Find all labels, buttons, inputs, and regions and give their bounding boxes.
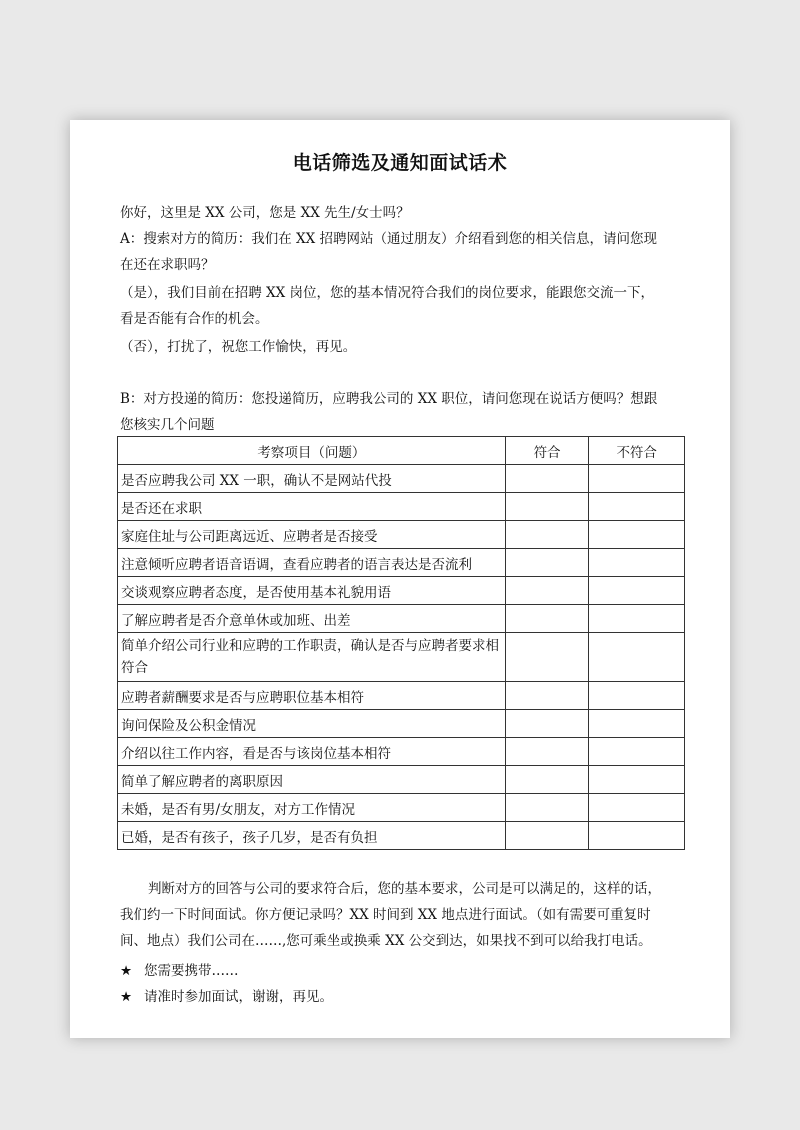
no-paragraph	[120, 334, 690, 360]
bullet-text: 您需要携带……	[144, 963, 239, 979]
option-b-line: 您核实几个问题	[120, 417, 215, 433]
yes-paragraph	[120, 280, 690, 332]
no-match-cell	[589, 521, 685, 549]
no-match-cell	[589, 766, 685, 794]
no-match-cell	[589, 710, 685, 738]
bullet-item	[120, 984, 690, 1010]
row-item: 已婚，是否有孩子，孩子几岁，是否有负担	[118, 822, 506, 850]
star-icon: ★	[120, 963, 133, 979]
table-row	[118, 577, 685, 605]
no-line: （否），打扰了，祝您工作愉快，再见。	[120, 339, 357, 355]
row-item: 家庭住址与公司距离远近、应聘者是否接受	[118, 521, 506, 549]
table-row	[118, 794, 685, 822]
no-match-cell	[589, 738, 685, 766]
option-a-line: A：搜索对方的简历：我们在 XX 招聘网站（通过朋友）介绍看到您的相关信息，请问您现	[120, 231, 658, 247]
option-a-line: 在还在求职吗？	[120, 257, 215, 273]
table-row	[118, 549, 685, 577]
option-b-line: B：对方投递的简历：您投递简历，应聘我公司的 XX 职位，请问您现在说话方便吗？想跟	[120, 391, 658, 407]
match-cell	[505, 710, 589, 738]
no-match-cell	[589, 682, 685, 710]
match-cell	[505, 738, 589, 766]
bullet-text: 请准时参加面试，谢谢，再见。	[144, 989, 333, 1005]
match-cell	[505, 521, 589, 549]
option-b-paragraph	[120, 386, 690, 438]
table-header-row	[118, 437, 685, 465]
no-match-cell	[589, 822, 685, 850]
no-match-cell	[589, 794, 685, 822]
match-cell	[505, 605, 589, 633]
no-match-cell	[589, 577, 685, 605]
row-item: 简单介绍公司行业和应聘的工作职责，确认是否与应聘者要求相符合	[118, 633, 506, 682]
closing-paragraph	[120, 876, 690, 954]
no-match-cell	[589, 605, 685, 633]
yes-line: （是），我们目前在招聘 XX 岗位，您的基本情况符合我们的岗位要求，能跟您交流一下，	[120, 285, 655, 301]
match-cell	[505, 493, 589, 521]
no-match-cell	[589, 493, 685, 521]
row-item: 应聘者薪酬要求是否与应聘职位基本相符	[118, 682, 506, 710]
closing-line: 间、地点）我们公司在……,您可乘坐或换乘 XX 公交到达，如果找不到可以给我打电话。	[120, 933, 652, 949]
row-item: 注意倾听应聘者语音语调，查看应聘者的语言表达是否流利	[118, 549, 506, 577]
option-a-paragraph	[120, 226, 690, 278]
match-cell	[505, 549, 589, 577]
table-row	[118, 738, 685, 766]
match-cell	[505, 577, 589, 605]
header-match: 符合	[505, 437, 589, 465]
screening-checklist-table	[117, 436, 685, 850]
table-row	[118, 493, 685, 521]
document-page	[70, 120, 730, 1038]
table-row	[118, 766, 685, 794]
row-item: 了解应聘者是否介意单休或加班、出差	[118, 605, 506, 633]
row-item: 是否还在求职	[118, 493, 506, 521]
no-match-cell	[589, 549, 685, 577]
match-cell	[505, 766, 589, 794]
row-item: 交谈观察应聘者态度，是否使用基本礼貌用语	[118, 577, 506, 605]
header-item: 考察项目（问题）	[118, 437, 506, 465]
table-row	[118, 521, 685, 549]
no-match-cell	[589, 633, 685, 682]
match-cell	[505, 633, 589, 682]
header-no-match: 不符合	[589, 437, 685, 465]
closing-line: 判断对方的回答与公司的要求符合后，您的基本要求，公司是可以满足的，这样的话，	[148, 881, 661, 897]
table-row	[118, 682, 685, 710]
table-row	[118, 633, 685, 682]
yes-line: 看是否能有合作的机会。	[120, 311, 269, 327]
star-icon: ★	[120, 989, 133, 1005]
row-item: 是否应聘我公司 XX 一职，确认不是网站代投	[118, 465, 506, 493]
no-match-cell	[589, 465, 685, 493]
match-cell	[505, 682, 589, 710]
closing-line: 我们约一下时间面试。你方便记录吗？XX 时间到 XX 地点进行面试。（如有需要可重复时	[120, 907, 651, 923]
table-row	[118, 465, 685, 493]
table-row	[118, 822, 685, 850]
bullet-item	[120, 958, 690, 984]
row-item: 介绍以往工作内容，看是否与该岗位基本相符	[118, 738, 506, 766]
row-item: 简单了解应聘者的离职原因	[118, 766, 506, 794]
match-cell	[505, 822, 589, 850]
row-item: 未婚，是否有男/女朋友，对方工作情况	[118, 794, 506, 822]
table-row	[118, 605, 685, 633]
row-item: 询问保险及公积金情况	[118, 710, 506, 738]
match-cell	[505, 794, 589, 822]
document-title: 电话筛选及通知面试话术	[292, 152, 508, 174]
greeting-paragraph	[120, 200, 690, 226]
table-row	[118, 710, 685, 738]
match-cell	[505, 465, 589, 493]
greeting-line: 你好，这里是 XX 公司，您是 XX 先生/女士吗？	[120, 205, 410, 221]
